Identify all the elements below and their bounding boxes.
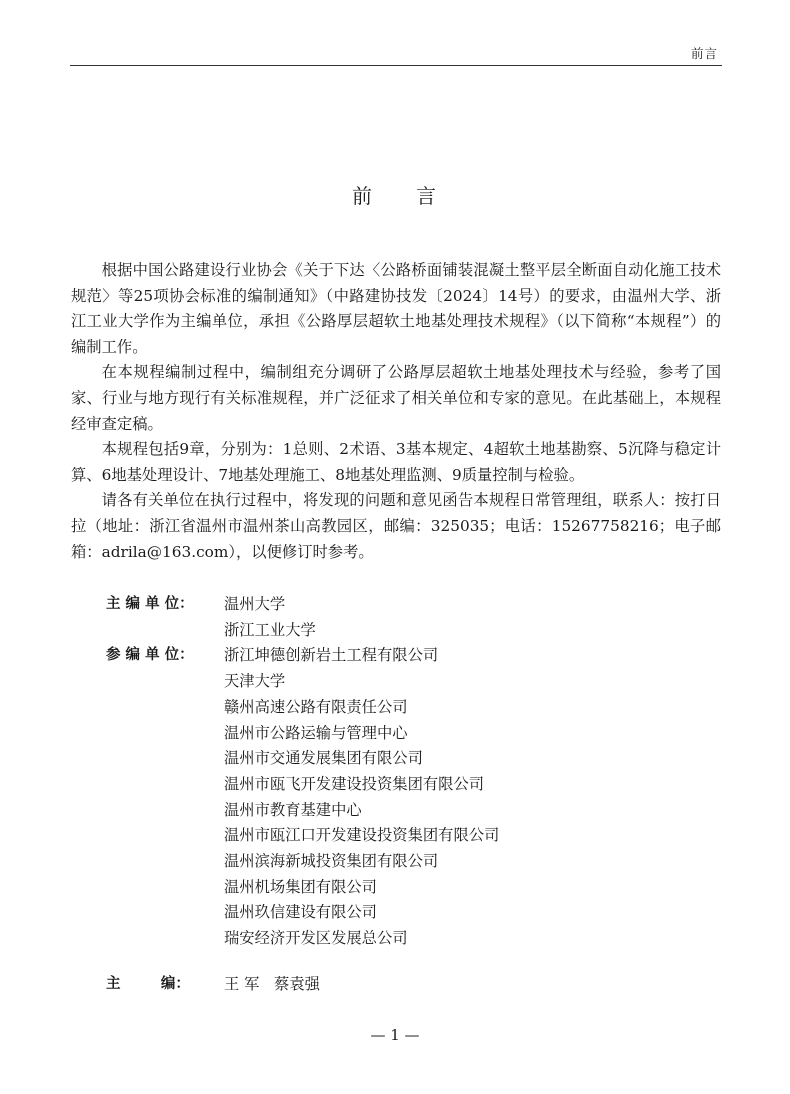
participating-unit-item: 温州市瓯飞开发建设投资集团有限公司	[224, 774, 485, 793]
page-title	[0, 180, 790, 209]
participating-unit-item: 温州市教育基建中心	[224, 800, 362, 819]
header-rule	[70, 65, 722, 66]
running-header: 前言	[690, 46, 718, 61]
participating-unit-item: 浙江坤德创新岩土工程有限公司	[224, 646, 439, 665]
participating-unit-item: 赣州高速公路有限责任公司	[224, 697, 408, 716]
page-number: — 1 —	[370, 1026, 420, 1044]
participating-unit-item: 温州市公路运输与管理中心	[224, 723, 408, 742]
participating-unit-label: 参 编 单 位：	[106, 647, 194, 664]
chief-unit-list	[224, 592, 316, 643]
chief-unit-item: 浙江工业大学	[224, 620, 316, 639]
editor-label: 主 编：	[106, 975, 190, 992]
paragraph-3: 本规程包括9章，分别为：1总则、2术语、3基本规定、4超软土地基勘察、5沉降与稳定计算、6地基处理设计、7地基处理施工、8地基处理监测、9质量控制与检验。	[71, 440, 721, 484]
preface-body	[71, 258, 721, 565]
participating-unit-item: 温州市瓯江口开发建设投资集团有限公司	[224, 826, 500, 845]
editor-block	[106, 972, 706, 998]
participating-unit-item: 天津大学	[224, 672, 286, 691]
chief-unit-block	[106, 592, 706, 643]
title-char-left: 前	[352, 184, 374, 208]
participating-unit-item: 温州机场集团有限公司	[224, 877, 377, 896]
paragraph-1: 根据中国公路建设行业协会《关于下达〈公路桥面铺装混凝土整平层全断面自动化施工技术规范〉等25项协会标准的编制通知》（中路建协技发〔2024〕14号）的要求，由温州大学、浙江工业大学作为主编单位，承担《公路厚层超软土地基处理技术规程》（以下简称“本规程”）的编制工作。	[71, 261, 721, 356]
chief-unit-label: 主 编 单 位：	[106, 596, 194, 612]
paragraph-2: 在本规程编制过程中，编制组充分调研了公路厚层超软土地基处理技术与经验，参考了国家、行业与地方现行有关标准规程，并广泛征求了相关单位和专家的意见。在此基础上，本规程经审查定稿。	[71, 363, 721, 433]
participating-unit-list	[224, 643, 499, 951]
title-char-right: 言	[416, 184, 438, 208]
paragraph-4: 请各有关单位在执行过程中，将发现的问题和意见函告本规程日常管理组，联系人：按打日拉（地址：浙江省温州市温州茶山高教园区，邮编：325035；电话：15267758216；电子邮箱：adrila@163.com），以便修订时参考。	[71, 491, 721, 561]
participating-unit-item: 瑞安经济开发区发展总公司	[224, 929, 408, 948]
editor-names: 王 军 蔡袁强	[224, 974, 320, 993]
participating-unit-block	[106, 643, 706, 951]
units-section	[106, 592, 706, 998]
chief-unit-item: 温州大学	[224, 595, 286, 613]
participating-unit-item: 温州滨海新城投资集团有限公司	[224, 852, 439, 871]
participating-unit-item: 温州市交通发展集团有限公司	[224, 749, 423, 768]
participating-unit-item: 温州玖信建设有限公司	[224, 903, 377, 922]
